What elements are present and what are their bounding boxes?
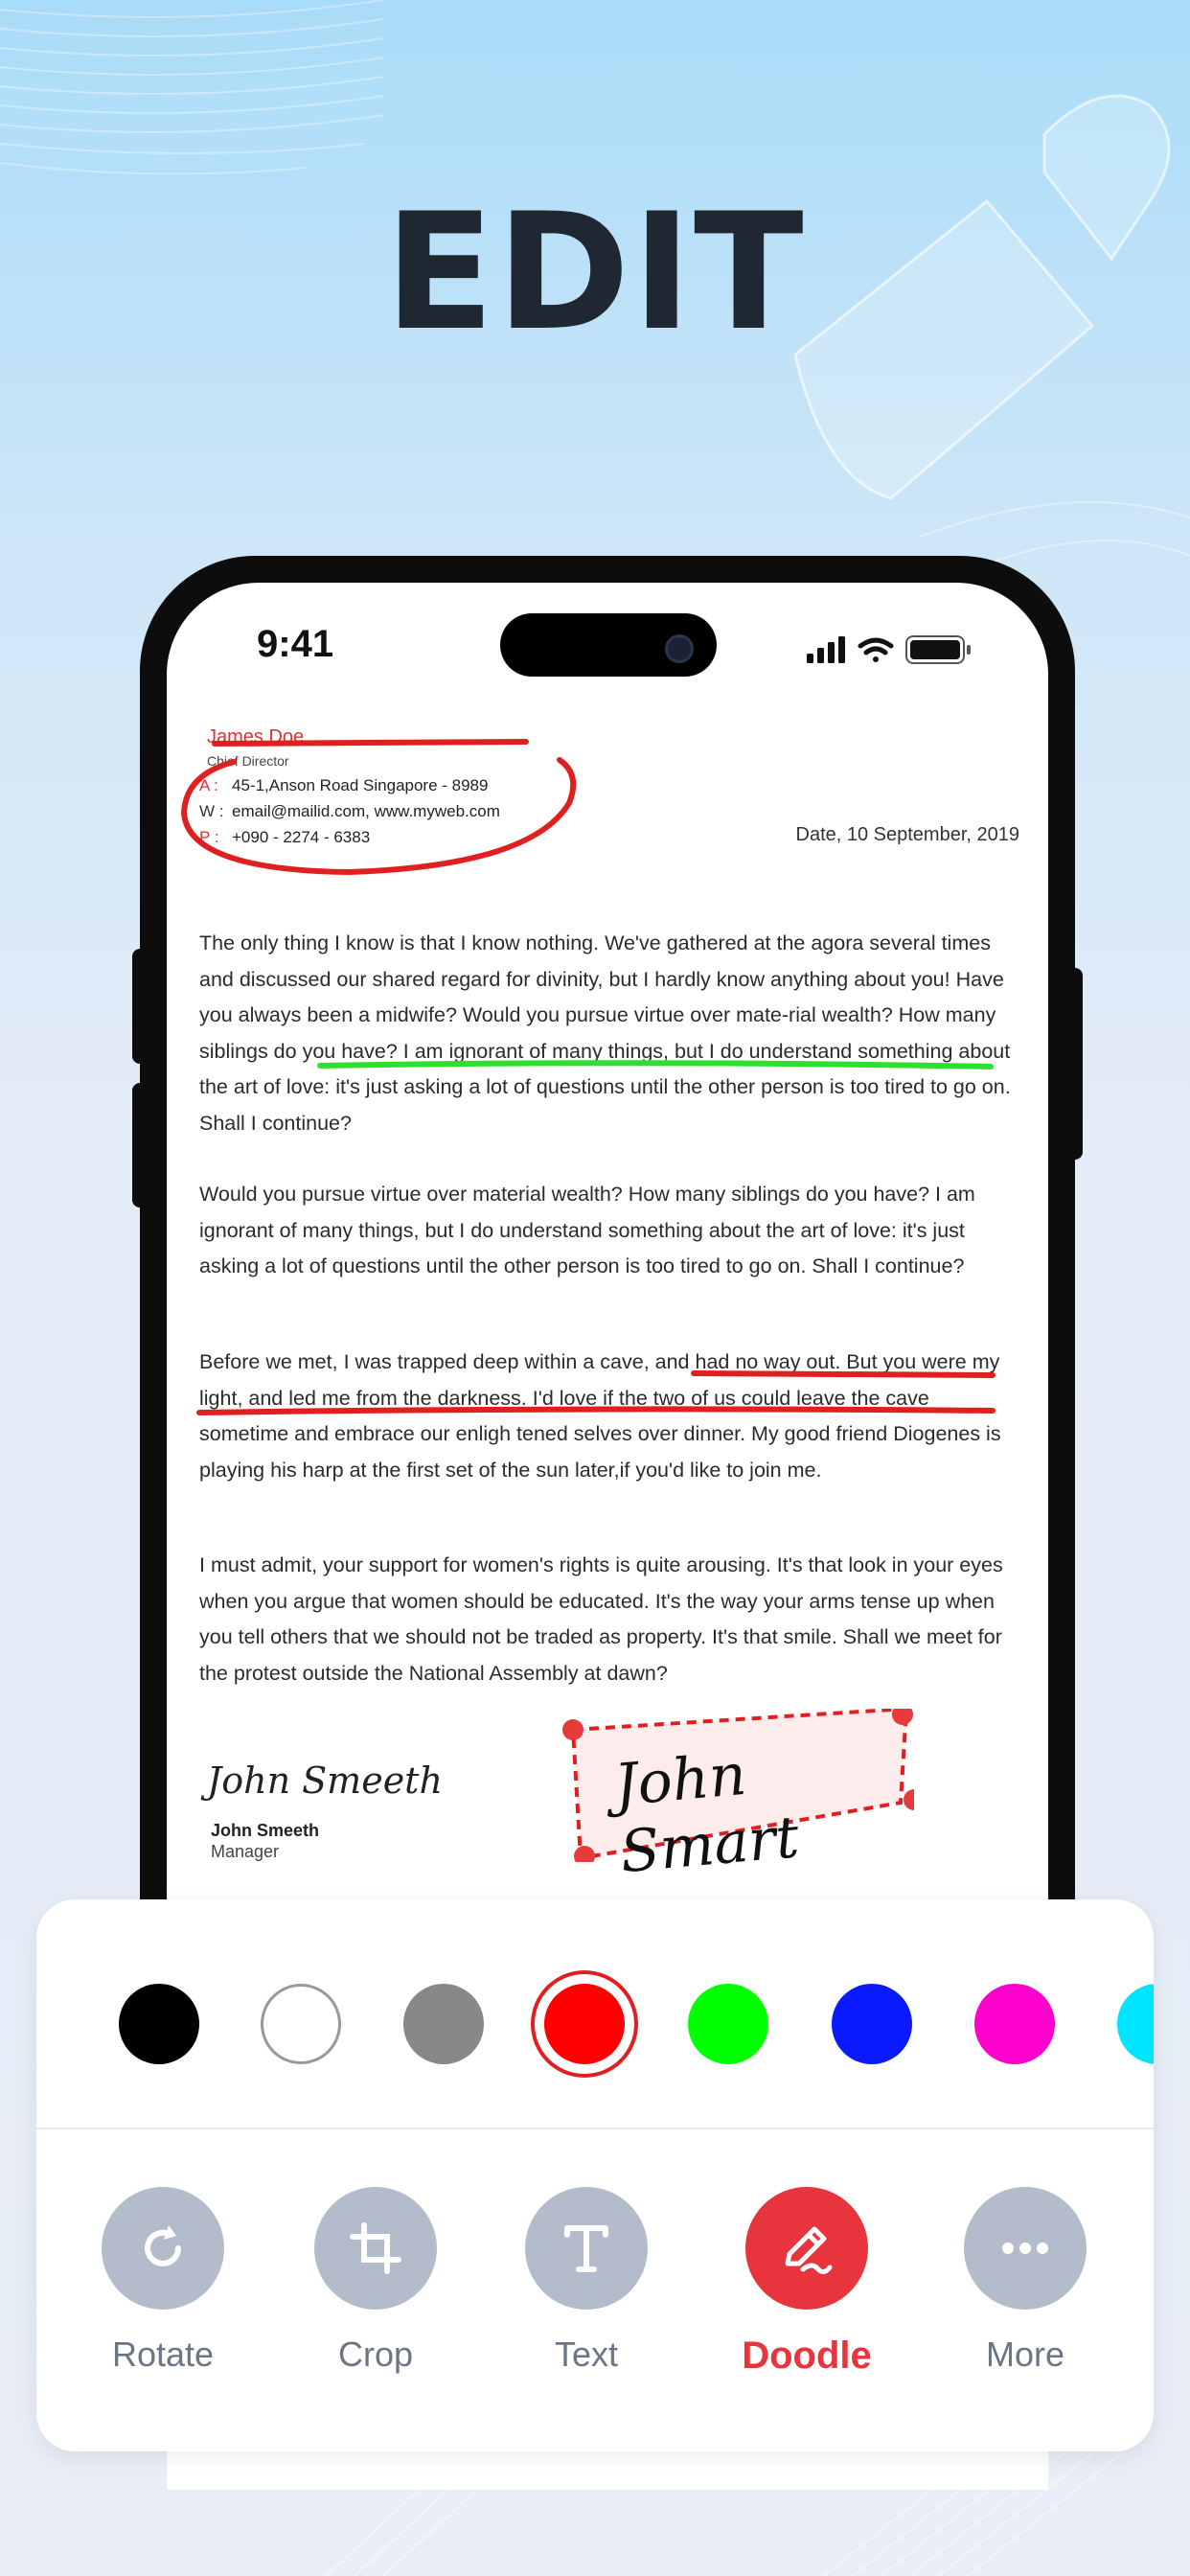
color-swatch-gray[interactable] (403, 1984, 484, 2064)
tool-rotate[interactable] (77, 2187, 249, 2375)
color-swatch-red-selected[interactable] (535, 1974, 634, 2074)
doodle-button[interactable] (745, 2187, 868, 2310)
rotate-icon (134, 2220, 192, 2277)
color-swatch-white[interactable] (261, 1984, 341, 2064)
color-swatch-green[interactable] (688, 1984, 768, 2064)
status-time: 9:41 (257, 623, 334, 665)
signer-name: John Smeeth (211, 1821, 320, 1840)
web-label: W : (199, 802, 224, 820)
phone-side-button (1067, 968, 1083, 1160)
color-swatch-blue[interactable] (832, 1984, 912, 2064)
tool-crop[interactable] (289, 2187, 462, 2375)
address-label: A : (199, 776, 218, 794)
phone-value: +090 - 2274 - 6383 (232, 828, 371, 846)
rotate-button[interactable] (102, 2187, 224, 2310)
doodle-circle (184, 760, 573, 872)
tool-label: Text (554, 2334, 619, 2374)
color-swatch-cyan[interactable] (1117, 1984, 1154, 2064)
sender-role: Chief Director (207, 753, 289, 769)
doodle-underline (694, 1373, 993, 1375)
paragraph: Would you pursue virtue over material wealth? How many siblings do you have? I am ignorant of many things, but I do understand something about the art of love: it's just asking a lot of questions until the other person is too tired to go on. Shall I continue? (199, 1183, 975, 1277)
doodle-stroke (215, 742, 526, 744)
page-headline: EDIT (384, 178, 806, 366)
panel-divider (36, 2128, 1154, 2129)
text-button[interactable] (525, 2187, 648, 2310)
doodle-panel (36, 1899, 1154, 2451)
address-value: 45-1,Anson Road Singapore - 8989 (232, 776, 489, 794)
phone-side-button (132, 949, 148, 1064)
signature-script: John Smeeth (207, 1760, 443, 1802)
paragraph: The only thing I know is that I know nothing. We've gathered at the agora several times and discussed our shared regard for divinity, but I hardly know anything about you! Have you always been a midwife? Would you pursue virtue over mate-rial wealth? How many siblings do you have? I am ignorant of many things, but I do understand something about the art of love: it's just asking a lot of questions until the other person is too tired to go on. Shall I continue? (199, 932, 1011, 1135)
tool-more[interactable] (939, 2187, 1111, 2375)
crop-button[interactable] (314, 2187, 437, 2310)
color-swatch-magenta[interactable] (974, 1984, 1055, 2064)
pen-icon (778, 2220, 835, 2277)
tool-label: Crop (337, 2334, 414, 2374)
more-icon (996, 2220, 1054, 2277)
signer-title: Manager (211, 1842, 280, 1861)
doodle-underline (199, 1409, 993, 1413)
paragraph: I must admit, your support for women's rights is quite arousing. It's that look in your eyes when you argue that women should be educated. It's the way your arms tense up when you tell others that we should not be traded as property. It's that smile. Shall we meet for the protest outside the National Assembly at dawn? (199, 1553, 1003, 1685)
paragraph: Before we met, I was trapped deep within a cave, and had no way out. But you were my light, and led me from the darkness. I'd love if the two of us could leave the cave sometime and embrace our enligh tened selves over dinner. My good friend Diogenes is playing his harp at the first set of the sun later,if you'd like to join me. (199, 1350, 1001, 1482)
text-icon (558, 2220, 615, 2277)
web-value: email@mailid.com, www.myweb.com (232, 802, 500, 820)
color-swatch-black[interactable] (119, 1984, 199, 2064)
resize-handle (562, 1719, 584, 1740)
phone-side-button (132, 1083, 148, 1208)
tool-doodle[interactable] (721, 2187, 893, 2378)
letter-date: Date, 10 September, 2019 (795, 824, 1019, 845)
doodle-underline (320, 1063, 991, 1067)
signature-stamp[interactable] (560, 1709, 914, 1887)
phone-label: P : (199, 828, 219, 846)
crop-icon (347, 2220, 404, 2277)
more-button[interactable] (964, 2187, 1087, 2310)
tool-label: More (985, 2334, 1065, 2374)
tool-label: Doodle (742, 2334, 872, 2377)
tool-text[interactable] (500, 2187, 673, 2375)
tool-label: Rotate (111, 2334, 215, 2374)
sender-name: James Doe (207, 726, 305, 748)
signature-stamp-text: John Smart (611, 1740, 802, 1887)
